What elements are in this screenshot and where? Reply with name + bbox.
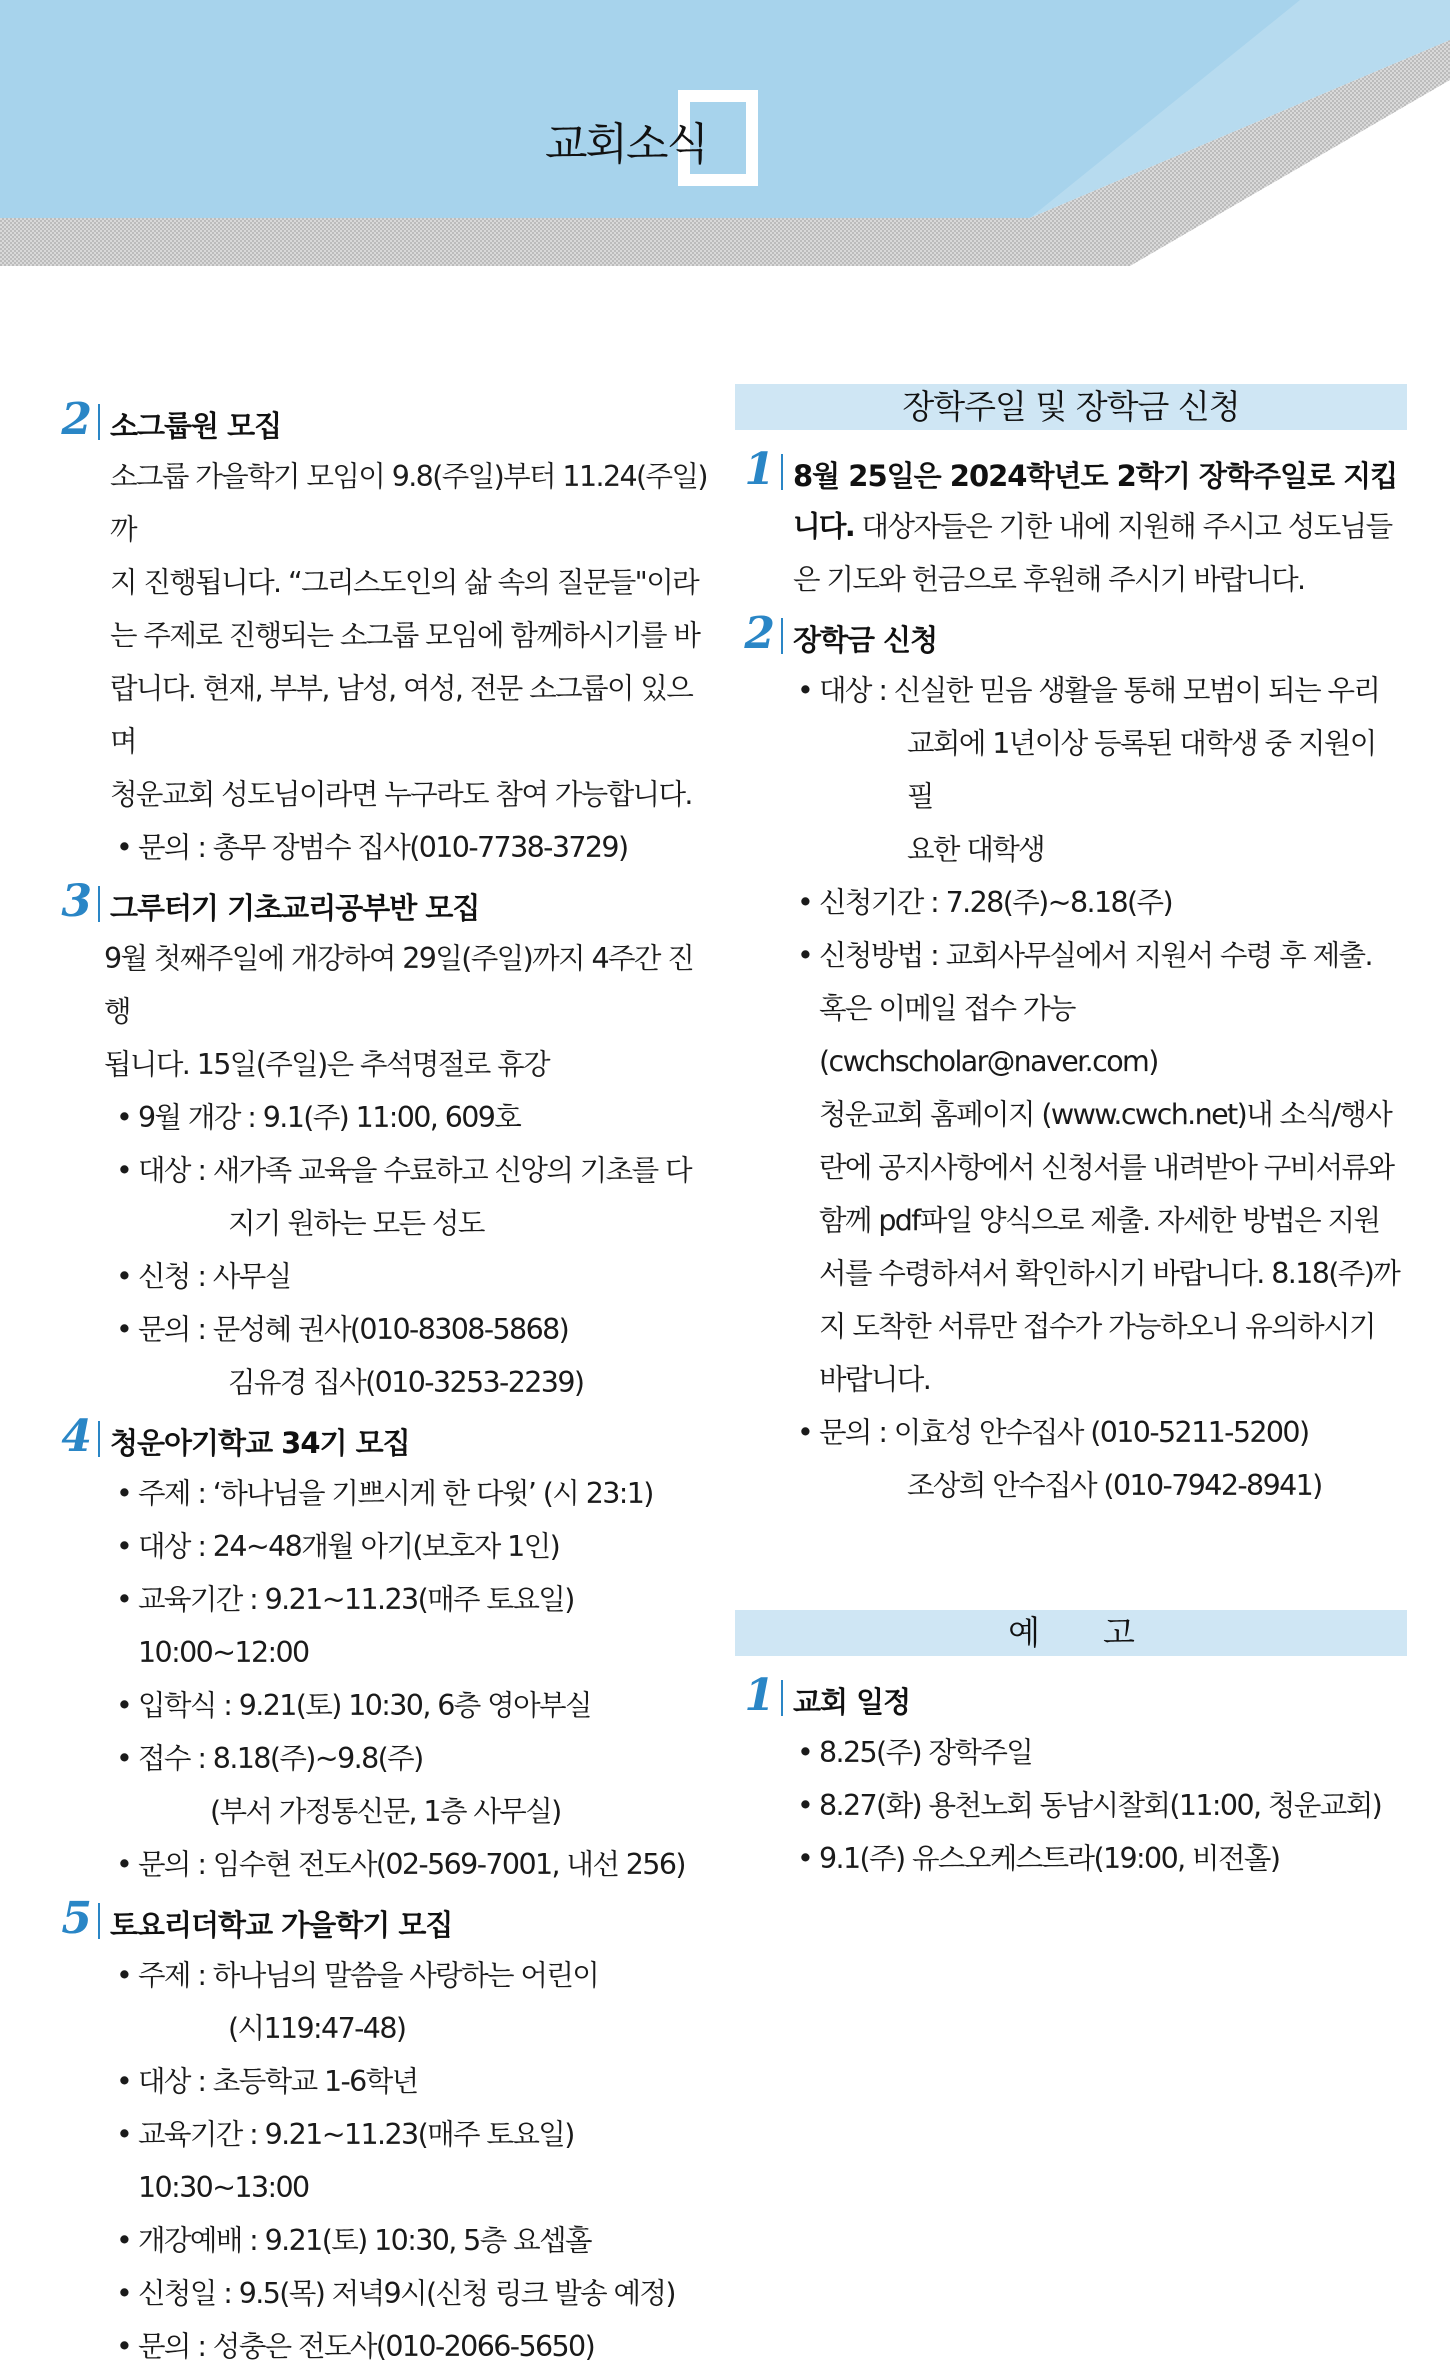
body-line: 됩니다. 15일(주일)은 추석명절로 휴강: [104, 1048, 549, 1081]
bullet-icon: •: [116, 2224, 132, 2257]
bullet-icon: •: [797, 886, 813, 919]
list-item: • 문의 : 이효성 안수집사 (010-5211-5200) 조상희 안수집사 (010-7942-8941): [797, 1406, 1407, 1512]
list-item: • 9월 개강 : 9.1(주) 11:00, 609호: [116, 1091, 717, 1144]
section-body: [793, 500, 1407, 606]
list-item: • 신청방법 : 교회사무실에서 지원서 수령 후 제출. 혹은 이메일 접수 가능 (cwchscholar@naver.com) 청운교회 홈페이지 (www.cwch.net)내 소식/행사 란에 공지사항에서 신청서를 내려받아 구비서류와 함께 pdf파일 양식으로 제출. 자세한 방법은 지원 서를 수령하셔서 확인하시기 바랍니다. 8.18(주)까 지 도착한 서류만 접수가 가능하오니 유의하시기 바랍니다.: [797, 929, 1407, 1406]
body-line: 는 주제로 진행되는 소그룹 모임에 함께하시기를 바: [110, 619, 700, 652]
section-divider: [98, 404, 100, 440]
section-doctrine-class: [52, 876, 717, 1409]
header-banner: [0, 0, 1450, 270]
bullet-icon: •: [116, 831, 132, 864]
section-number: 2: [744, 608, 775, 659]
section-title: 소그룹원 모집: [110, 409, 282, 443]
bullet-icon: •: [797, 1842, 813, 1875]
list-item: • 신청 : 사무실: [116, 1250, 717, 1303]
bullet-list: [116, 1949, 717, 2373]
bullet-list: [116, 821, 717, 874]
section-body: [110, 450, 717, 821]
list-item: • 대상 : 새가족 교육을 수료하고 신앙의 기초를 다 지기 원하는 모든 성도: [116, 1144, 717, 1250]
section-heading: [52, 1893, 717, 1949]
list-item: • 문의 : 총무 장범수 집사(010-7738-3729): [116, 821, 717, 874]
bullet-icon: •: [797, 1736, 813, 1769]
bullet-icon: •: [116, 1742, 132, 1775]
list-item: • 대상 : 초등학교 1-6학년: [116, 2055, 717, 2108]
bullet-icon: •: [116, 1313, 132, 1346]
body-line: [793, 500, 1407, 553]
bullet-icon: •: [116, 1260, 132, 1293]
section-title: 그루터기 기초교리공부반 모집: [110, 891, 480, 925]
section-scholarship-sunday: [735, 444, 1407, 606]
section-title: 장학금 신청: [793, 623, 938, 657]
section-number: 2: [61, 394, 92, 445]
section-title: 교회 일정: [793, 1685, 911, 1719]
bullet-icon: •: [116, 1154, 132, 1187]
body-line: 지 진행됩니다. “그리스도인의 삶 속의 질문들"이라: [110, 566, 699, 599]
section-number: 1: [744, 1670, 775, 1721]
page-title: 교회소식: [545, 119, 708, 170]
bullet-icon: •: [797, 939, 813, 972]
scholarship-header: 장학주일 및 장학금 신청: [735, 384, 1407, 430]
bullet-list: [797, 664, 1407, 1512]
bullet-icon: •: [797, 1416, 813, 1449]
bullet-icon: •: [116, 2065, 132, 2098]
body-line: 은 기도와 헌금으로 후원해 주시기 바랍니다.: [793, 563, 1305, 596]
right-column: [735, 384, 1407, 1891]
list-item: • 교육기간 : 9.21~11.23(매주 토요일) 10:30~13:00: [116, 2108, 717, 2214]
list-item: • 8.27(화) 용천노회 동남시찰회(11:00, 청운교회): [797, 1779, 1407, 1832]
section-church-schedule: [735, 1670, 1407, 1885]
bullet-list: [116, 1091, 717, 1409]
section-divider: [98, 886, 100, 922]
body-line: 9월 첫째주일에 개강하여 29일(주일)까지 4주간 진행: [104, 942, 694, 1028]
list-item: • 교육기간 : 9.21~11.23(매주 토요일) 10:00~12:00: [116, 1573, 717, 1679]
section-title: 8월 25일은 2024학년도 2학기 장학주일로 지킵: [793, 459, 1398, 493]
section-number: 1: [744, 444, 775, 495]
left-column: [52, 394, 717, 2379]
section-divider: [98, 1903, 100, 1939]
section-divider: [98, 1421, 100, 1457]
section-heading: [735, 444, 1407, 500]
bullet-icon: •: [116, 1689, 132, 1722]
bullet-icon: •: [116, 1530, 132, 1563]
bullet-icon: •: [116, 2330, 132, 2363]
section-scholarship-apply: [735, 608, 1407, 1512]
bullet-icon: •: [797, 1789, 813, 1822]
list-item: • 8.25(주) 장학주일: [797, 1726, 1407, 1779]
section-small-group: [52, 394, 717, 874]
bullet-icon: •: [116, 1959, 132, 1992]
body-text: 대상자들은 기한 내에 지원해 주시고 성도님들: [854, 510, 1392, 543]
section-saturday-school: [52, 1893, 717, 2373]
notice-header: 예 고: [735, 1610, 1407, 1656]
body-line: 청운교회 성도님이라면 누구라도 참여 가능합니다.: [110, 778, 692, 811]
list-item: • 주제 : 하나님의 말씀을 사랑하는 어린이 (시119:47-48): [116, 1949, 717, 2055]
list-item: • 문의 : 임수현 전도사(02-569-7001, 내선 256): [116, 1838, 717, 1891]
bullet-icon: •: [116, 1101, 132, 1134]
bullet-icon: •: [116, 2118, 132, 2151]
section-body: [104, 932, 717, 1091]
section-number: 5: [61, 1893, 92, 1944]
bullet-icon: •: [116, 1848, 132, 1881]
section-divider: [781, 1680, 783, 1716]
bullet-list: [797, 1726, 1407, 1885]
section-heading: [52, 394, 717, 450]
list-item: • 신청일 : 9.5(목) 저녁9시(신청 링크 발송 예정): [116, 2267, 717, 2320]
list-item: • 대상 : 신실한 믿음 생활을 통해 모범이 되는 우리 교회에 1년이상 등록된 대학생 중 지원이 필 요한 대학생: [797, 664, 1407, 876]
list-item: • 문의 : 문성혜 권사(010-8308-5868) 김유경 집사(010-3253-2239): [116, 1303, 717, 1409]
body-line: 랍니다. 현재, 부부, 남성, 여성, 전문 소그룹이 있으며: [110, 672, 693, 758]
section-number: 4: [61, 1411, 92, 1462]
list-item: • 신청기간 : 7.28(주)~8.18(주): [797, 876, 1407, 929]
list-item: • 문의 : 성충은 전도사(010-2066-5650): [116, 2320, 717, 2373]
list-item: • 개강예배 : 9.21(토) 10:30, 5층 요셉홀: [116, 2214, 717, 2267]
bold-lead: 니다.: [793, 510, 855, 543]
list-item: • 대상 : 24~48개월 아기(보호자 1인): [116, 1520, 717, 1573]
bullet-icon: •: [116, 1477, 132, 1510]
section-number: 3: [61, 876, 92, 927]
list-item: • 9.1(주) 유스오케스트라(19:00, 비전홀): [797, 1832, 1407, 1885]
list-item: • 주제 : ‘하나님을 기쁘시게 한 다윗’ (시 23:1): [116, 1467, 717, 1520]
section-heading: [735, 608, 1407, 664]
list-item: • 접수 : 8.18(주)~9.8(주) (부서 가정통신문, 1층 사무실): [116, 1732, 717, 1838]
section-heading: [52, 876, 717, 932]
section-divider: [781, 618, 783, 654]
bullet-icon: •: [797, 674, 813, 707]
body-line: 소그룹 가을학기 모임이 9.8(주일)부터 11.24(주일)까: [110, 460, 707, 546]
list-item: • 입학식 : 9.21(토) 10:30, 6층 영아부실: [116, 1679, 717, 1732]
bullet-icon: •: [116, 2277, 132, 2310]
section-divider: [781, 454, 783, 490]
section-title: 토요리더학교 가을학기 모집: [110, 1908, 453, 1942]
section-heading: [735, 1670, 1407, 1726]
bullet-list: [116, 1467, 717, 1891]
section-title: 청운아기학교 34기 모집: [110, 1426, 410, 1460]
section-baby-school: [52, 1411, 717, 1891]
section-heading: [52, 1411, 717, 1467]
bullet-icon: •: [116, 1583, 132, 1616]
